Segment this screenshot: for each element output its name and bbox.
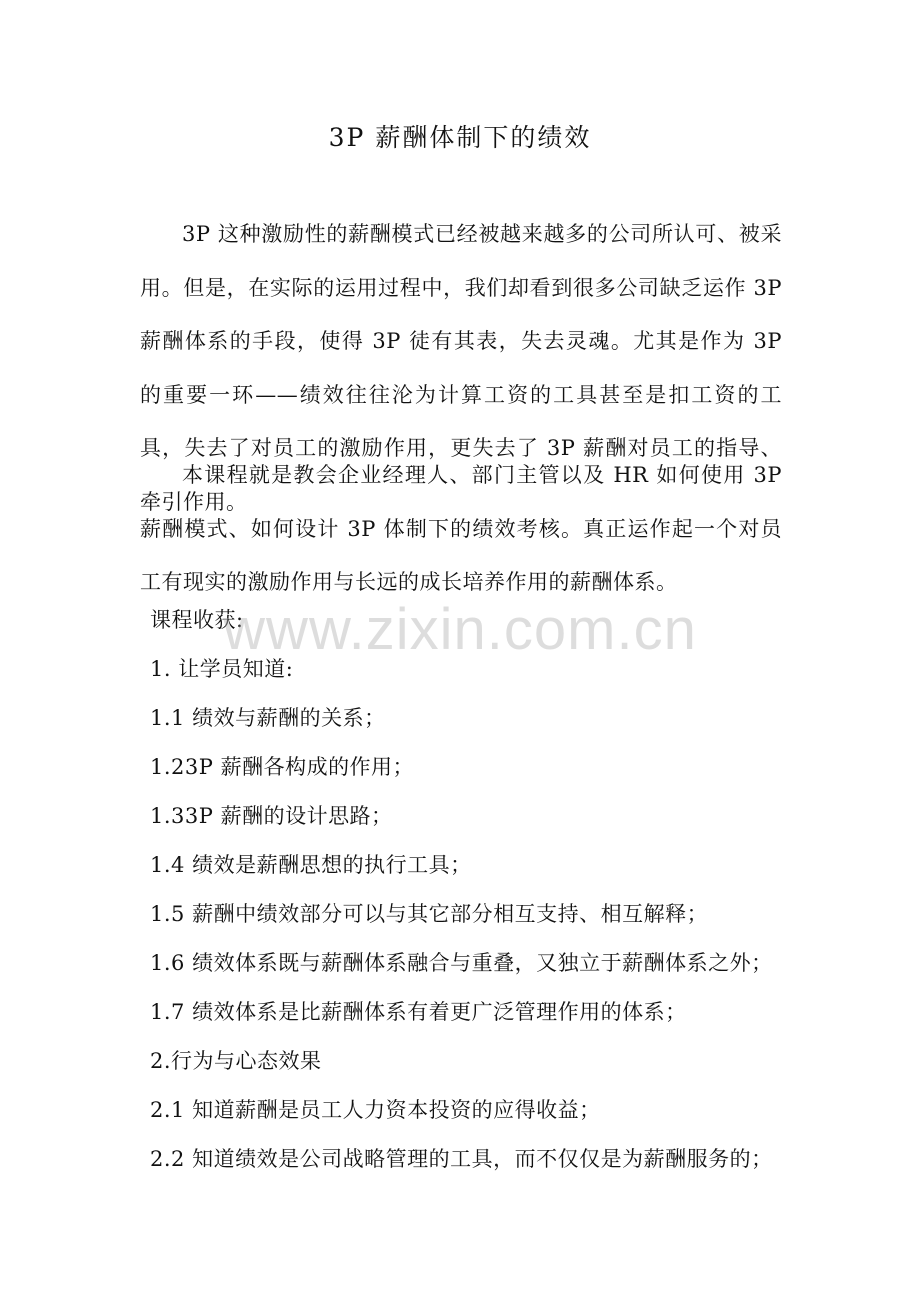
- course-benefits-list: [150, 596, 790, 1184]
- list-item: 1.1 绩效与薪酬的关系；: [150, 706, 386, 730]
- list-item: 2.1 知道薪酬是员工人力资本投资的应得收益；: [150, 1098, 601, 1122]
- watermark: www.zixin.com.cn: [223, 597, 697, 662]
- intro-paragraph: 3P 这种激励性的薪酬模式已经被越来越多的公司所认可、被采用。但是，在实际的运用过程中，我们却看到很多公司缺乏运作 3P 薪酬体系的手段，使得 3P 徒有其表，失去灵魂。尤其是作为 3P 的重要一环——绩效往往沦为计算工资的工具甚至是扣工资的工具，失去了对员工的激励作用，更失去了 3P 薪酬对员工的指导、牵引作用。: [140, 222, 782, 514]
- list-item: 1.6 绩效体系既与薪酬体系融合与重叠，又独立于薪酬体系之外；: [150, 951, 773, 975]
- list-heading: 课程收获:: [150, 608, 244, 632]
- list-item: 1.23P 薪酬各构成的作用；: [150, 755, 415, 779]
- document-title: 3P 薪酬体制下的绩效: [328, 123, 592, 152]
- list-item: 2.行为与心态效果: [150, 1049, 322, 1073]
- list-item: 1.5 薪酬中绩效部分可以与其它部分相互支持、相互解释；: [150, 902, 709, 926]
- list-item: 2.2 知道绩效是公司战略管理的工具，而不仅仅是为薪酬服务的；: [150, 1147, 773, 1171]
- course-paragraph: 本课程就是教会企业经理人、部门主管以及 HR 如何使用 3P 薪酬模式、如何设计 3P 体制下的绩效考核。真正运作起一个对员工有现实的激励作用与长远的成长培养作用的薪酬体系。: [140, 463, 782, 595]
- list-item: 1.7 绩效体系是比薪酬体系有着更广泛管理作用的体系；: [150, 1000, 687, 1024]
- list-item: 1.4 绩效是薪酬思想的执行工具；: [150, 853, 472, 877]
- list-item: 1.33P 薪酬的设计思路；: [150, 804, 393, 828]
- list-item: 1. 让学员知道:: [150, 657, 294, 681]
